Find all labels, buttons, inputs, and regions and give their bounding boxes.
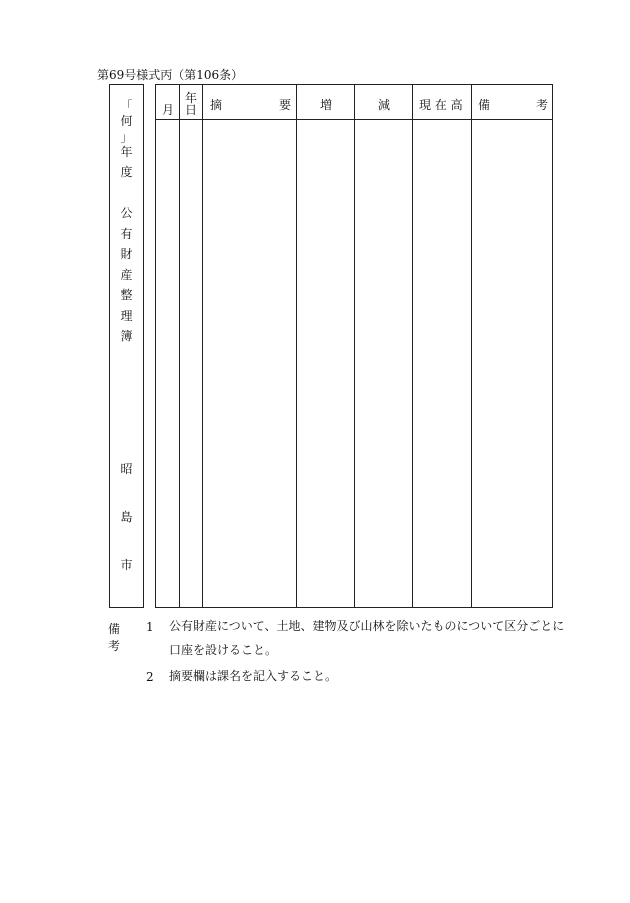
- col-divider: [471, 85, 472, 607]
- header-decrease: 減: [378, 98, 391, 112]
- city-char: 市: [120, 558, 133, 572]
- col-divider: [354, 85, 355, 607]
- note-number: 2: [146, 670, 154, 684]
- ledger-table: [155, 84, 553, 608]
- header-remarks-a: 備: [478, 98, 491, 112]
- header-remarks-b: 考: [536, 98, 549, 112]
- col-divider: [296, 85, 297, 607]
- title-char: 有: [120, 226, 133, 241]
- title-char: 度: [120, 165, 133, 179]
- title-char: 「: [120, 99, 133, 113]
- note-number: 1: [146, 620, 154, 634]
- note-text: 公有財産について、土地、建物及び山林を除いたものについて区分ごとに口座を設けること。: [169, 619, 565, 657]
- header-balance: 現 在 高: [419, 98, 463, 112]
- title-char: 整: [120, 288, 133, 302]
- city-char: 島: [120, 510, 133, 524]
- header-increase: 増: [320, 98, 333, 112]
- col-divider: [202, 85, 203, 607]
- col-divider: [179, 85, 180, 607]
- city-name-vertical: [110, 459, 143, 603]
- header-summary-b: 要: [279, 98, 292, 112]
- ledger-title-box: [109, 84, 144, 608]
- title-char: [110, 183, 143, 204]
- title-char: 財: [120, 247, 133, 261]
- notes-label: 備考: [108, 622, 121, 653]
- title-char: 」: [120, 129, 133, 144]
- note-text: 摘要欄は課名を記入すること。: [169, 669, 338, 683]
- title-char: 公: [120, 206, 133, 220]
- city-char: 昭: [120, 462, 133, 476]
- header-day: 日: [185, 103, 198, 117]
- header-year: 年: [185, 91, 198, 105]
- col-divider: [412, 85, 413, 607]
- title-char: 年: [120, 144, 133, 159]
- ledger-title-vertical: [110, 101, 143, 347]
- form-title: 第69号様式丙（第106条）: [97, 68, 244, 82]
- title-char: 理: [120, 308, 133, 323]
- header-month: 月: [162, 103, 175, 117]
- title-char: 産: [120, 267, 133, 282]
- title-char: 何: [120, 114, 133, 128]
- title-char: 簿: [120, 329, 133, 343]
- header-summary-a: 摘: [210, 98, 223, 112]
